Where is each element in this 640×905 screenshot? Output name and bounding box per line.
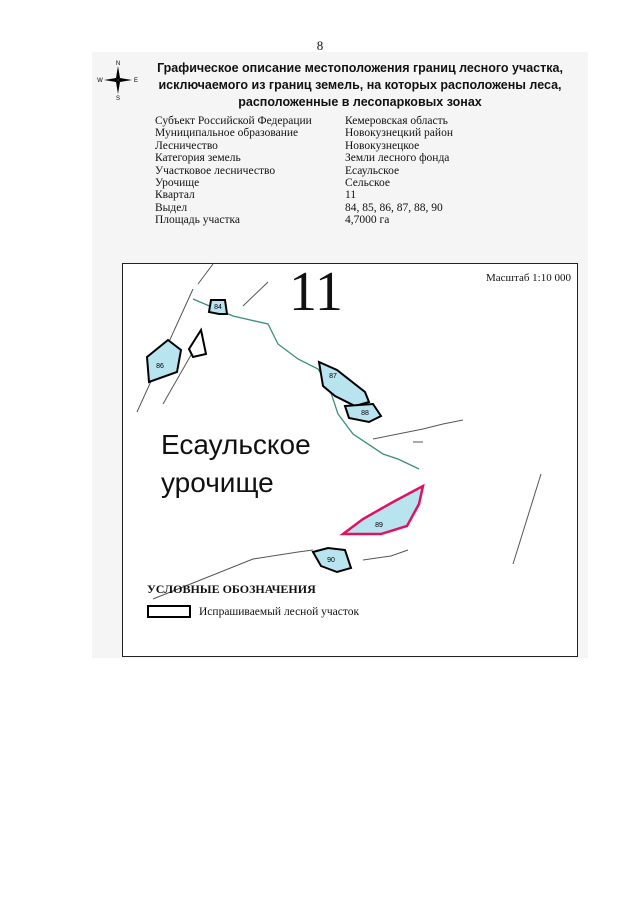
urochishe-line-1: Есаульское xyxy=(161,429,311,460)
info-value: 4,7000 га xyxy=(345,214,390,227)
page-number: 8 xyxy=(316,38,324,53)
info-value: Новокузнецкий район xyxy=(345,127,453,140)
document-title xyxy=(150,60,570,111)
map-scale: Масштаб 1:10 000 xyxy=(486,272,571,284)
info-value: Новокузнецкое xyxy=(345,139,420,152)
compass-s-label: S xyxy=(115,96,121,102)
plot-89 xyxy=(343,486,423,534)
plot-85 xyxy=(189,330,206,357)
compass-e-label: E xyxy=(133,78,139,84)
info-row xyxy=(155,165,453,177)
plot-label-90: 90 xyxy=(327,557,335,564)
info-label: Площадь участка xyxy=(155,214,241,227)
info-row xyxy=(155,115,453,127)
info-value: Сельское xyxy=(345,177,391,190)
legend-swatch xyxy=(147,605,191,618)
info-row xyxy=(155,202,453,214)
kvartal-number: 11 xyxy=(289,261,343,323)
compass-icon xyxy=(98,60,138,100)
plot-map xyxy=(122,263,578,657)
info-row xyxy=(155,214,453,226)
info-value: 84, 85, 86, 87, 88, 90 xyxy=(345,201,443,214)
plot-label-89: 89 xyxy=(375,522,383,529)
info-row xyxy=(155,127,453,139)
road-line xyxy=(513,474,541,564)
info-label: Выдел xyxy=(155,201,188,214)
urochishe-label xyxy=(161,426,311,502)
road-line xyxy=(363,550,408,560)
info-row xyxy=(155,177,453,189)
info-value: 11 xyxy=(345,189,357,202)
info-label: Субъект Российской Федерации xyxy=(155,115,312,127)
info-label: Урочище xyxy=(155,177,200,190)
info-label: Муниципальное образование xyxy=(155,127,299,140)
road-line xyxy=(243,282,268,306)
plot-86 xyxy=(147,340,181,382)
info-label: Квартал xyxy=(155,189,195,202)
plot-label-88: 88 xyxy=(361,410,369,417)
plot-label-87: 87 xyxy=(329,373,337,380)
info-value: Есаульское xyxy=(345,164,400,177)
plot-label-86: 86 xyxy=(156,363,164,370)
info-row xyxy=(155,189,453,201)
legend-label: Испрашиваемый лесной участок xyxy=(199,605,360,618)
title-line-1: Графическое описание местоположения границ лесного участка, xyxy=(157,61,563,75)
info-value: Земли лесного фонда xyxy=(345,152,450,165)
compass-w-label: W xyxy=(97,78,103,84)
plot-label-84: 84 xyxy=(214,304,222,311)
info-label: Лесничество xyxy=(155,139,218,152)
title-line-3: расположенные в лесопарковых зонах xyxy=(238,95,482,109)
compass-n-label: N xyxy=(115,61,121,67)
info-row xyxy=(155,140,453,152)
road-line xyxy=(373,420,463,439)
legend-title: УСЛОВНЫЕ ОБОЗНАЧЕНИЯ xyxy=(147,582,316,596)
info-label: Категория земель xyxy=(155,152,241,165)
road-line xyxy=(198,264,213,284)
info-value: Кемеровская область xyxy=(345,115,448,127)
info-row xyxy=(155,152,453,164)
urochishe-line-2: урочище xyxy=(161,467,274,498)
legend-item xyxy=(147,605,359,618)
plot-87 xyxy=(319,362,369,406)
info-label: Участковое лесничество xyxy=(155,164,276,177)
title-line-2: исключаемого из границ земель, на которых расположены леса, xyxy=(158,78,562,92)
info-table xyxy=(155,115,453,227)
